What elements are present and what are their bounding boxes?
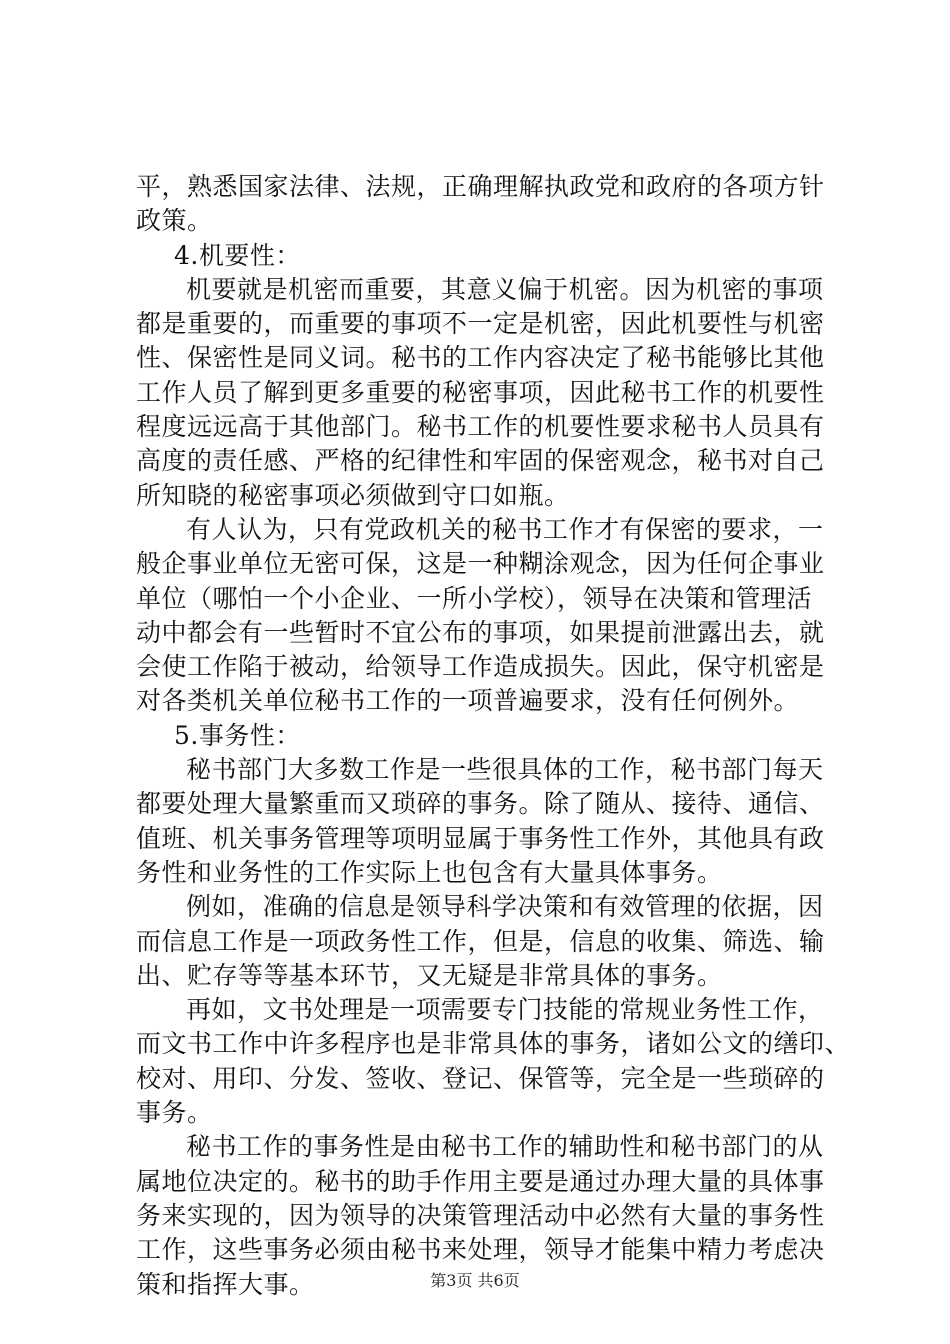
text-line: 政策。 bbox=[136, 206, 213, 236]
text-line: 高度的责任感、严格的纪律性和牢固的保密观念，秘书对自己 bbox=[136, 446, 825, 476]
section-heading: 4.机要性： bbox=[174, 240, 301, 270]
text-line: 出、贮存等等基本环节，又无疑是非常具体的事务。 bbox=[136, 960, 723, 990]
text-line: 工作，这些事务必须由秘书来处理，领导才能集中精力考虑决 bbox=[136, 1235, 825, 1265]
page-number-footer: 第3页 共6页 bbox=[430, 1271, 520, 1290]
text-line: 事务。 bbox=[136, 1098, 213, 1128]
text-line: 对各类机关单位秘书工作的一项普遍要求，没有任何例外。 bbox=[136, 686, 800, 716]
text-line: 单位（哪怕一个小企业、一所小学校），领导在决策和管理活 bbox=[136, 583, 813, 613]
document-body bbox=[136, 170, 851, 1302]
text-line: 所知晓的秘密事项必须做到守口如瓶。 bbox=[136, 480, 570, 510]
text-line: 秘书工作的事务性是由秘书工作的辅助性和秘书部门的从 bbox=[186, 1132, 824, 1162]
text-line: 程度远远高于其他部门。秘书工作的机要性要求秘书人员具有 bbox=[136, 412, 825, 442]
section-heading: 5.事务性： bbox=[174, 720, 301, 750]
text-line: 而文书工作中许多程序也是非常具体的事务，诸如公文的缮印、 bbox=[136, 1029, 851, 1059]
text-line: 机要就是机密而重要，其意义偏于机密。因为机密的事项 bbox=[186, 274, 824, 304]
text-line: 动中都会有一些暂时不宜公布的事项，如果提前泄露出去，就 bbox=[136, 617, 825, 647]
text-line: 值班、机关事务管理等项明显属于事务性工作外，其他具有政 bbox=[136, 823, 825, 853]
text-line: 都要处理大量繁重而又琐碎的事务。除了随从、接待、通信、 bbox=[136, 789, 825, 819]
text-line: 再如，文书处理是一项需要专门技能的常规业务性工作， bbox=[186, 995, 824, 1025]
text-line: 秘书部门大多数工作是一些很具体的工作，秘书部门每天 bbox=[186, 755, 824, 785]
text-line: 策和指挥大事。 bbox=[136, 1269, 315, 1299]
text-line: 都是重要的，而重要的事项不一定是机密，因此机要性与机密 bbox=[136, 309, 825, 339]
text-line: 平，熟悉国家法律、法规，正确理解执政党和政府的各项方针 bbox=[136, 172, 825, 201]
text-line: 性、保密性是同义词。秘书的工作内容决定了秘书能够比其他 bbox=[136, 343, 825, 373]
text-line: 属地位决定的。秘书的助手作用主要是通过办理大量的具体事 bbox=[136, 1166, 825, 1196]
text-line: 工作人员了解到更多重要的秘密事项，因此秘书工作的机要性 bbox=[136, 377, 825, 407]
text-line: 而信息工作是一项政务性工作，但是，信息的收集、筛选、输 bbox=[136, 926, 825, 956]
text-line: 般企事业单位无密可保，这是一种糊涂观念，因为任何企事业 bbox=[136, 549, 825, 579]
text-line: 校对、用印、分发、签收、登记、保管等，完全是一些琐碎的 bbox=[136, 1063, 825, 1093]
text-line: 有人认为，只有党政机关的秘书工作才有保密的要求，一 bbox=[186, 514, 824, 544]
text-line: 例如，准确的信息是领导科学决策和有效管理的依据，因 bbox=[186, 892, 824, 922]
text-line: 会使工作陷于被动，给领导工作造成损失。因此，保守机密是 bbox=[136, 652, 825, 682]
text-line: 务来实现的，因为领导的决策管理活动中必然有大量的事务性 bbox=[136, 1200, 825, 1230]
text-line: 务性和业务性的工作实际上也包含有大量具体事务。 bbox=[136, 857, 723, 887]
